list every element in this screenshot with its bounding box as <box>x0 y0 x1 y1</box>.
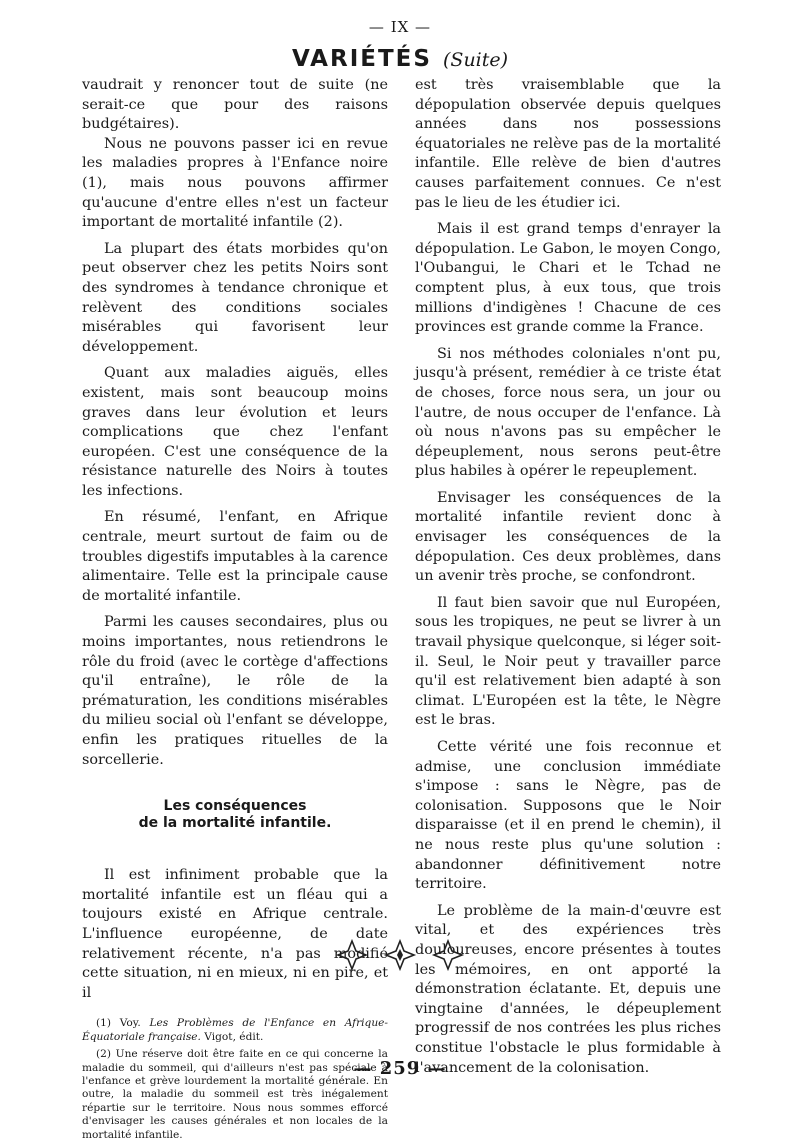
paragraph: Le problème de la main-d'œuvre est vital, et des expériences très douloureuses, encore présentes à toutes les mémoires, en ont apporté la démonstration éclatante. Et, depuis une vingtaine d'années, le dépeuplement progressif de nos contrées les plus riches constitue l'obstacle le plus formidable à l'avancement de la colonisation. <box>415 902 721 1076</box>
page-subtitle: (Suite) <box>443 49 509 71</box>
paragraph: Mais il est grand temps d'enrayer la dépopulation. Le Gabon, le moyen Congo, l'Oubangui, le Chari et le Tchad ne comptent plus, à eux tous, que trois millions d'indigènes ! Chacune de ces provinces est grande comme la France. <box>415 221 721 336</box>
paragraph: En résumé, l'enfant, en Afrique centrale, meurt surtout de faim ou de troubles digestifs imputables à la carence alimentaire. Telle est la principale cause de mortalité infantile. <box>82 509 388 604</box>
paragraph: est très vraisemblable que la dépopulation observée depuis quelques années dans nos possessions équatoriales ne relève pas de la mortalité infantile. Elle relève de bien d'autres causes parfaitement connues. Ce n'est pas le lieu de les étudier ici. <box>415 77 721 211</box>
paragraph: Si nos méthodes coloniales n'ont pu, jusqu'à présent, remédier à ce triste état de choses, force nous sera, un jour ou l'autre, de nous occuper de l'enfance. Là où nous n'avons pas su empêcher le dépeuplement, nous serons peut-être plus habiles à opérer le repeuplement. <box>415 345 721 480</box>
ornament-row <box>330 938 470 972</box>
paragraph: Il est infiniment probable que la mortalité infantile est un fléau qui a toujours existé en Afrique centrale. L'influence européenne, de date relativement récente, n'a pas modifié cette situation, ni en mieux, ni en pire, et il <box>82 867 388 1001</box>
folio: — IX — <box>368 18 432 36</box>
paragraph: Nous ne pouvons passer ici en revue les maladies propres à l'Enfance noire (1), mais nous pouvons affirmer qu'aucune d'entre elles n'est un facteur important de mortalité infantile (2). <box>82 135 388 231</box>
footnote-1 <box>82 1017 388 1044</box>
right-column <box>415 76 721 1078</box>
footnote-1-title: Les Problèmes de l'Enfance en Afrique-Équatoriale française. <box>82 1017 389 1043</box>
page-number: — 259 — <box>353 1058 447 1079</box>
four-point-star-icon <box>434 941 462 969</box>
section-heading <box>82 798 388 832</box>
four-point-star-icon <box>338 941 366 969</box>
paragraph: Parmi les causes secondaires, plus ou moins importantes, nous retiendrons le rôle du froid (avec le cortège d'affections qu'il entraîne), le rôle de la prématuration, les conditions misérables du milieu social où l'enfant se développe, enfin les pratiques rituelles de la sorcellerie. <box>82 614 388 768</box>
paragraph: Cette vérité une fois reconnue et admise, une conclusion immédiate s'impose : sans le Nègre, pas de colonisation. Supposons que le Noir disparaisse (et il en prend le chemin), il ne nous reste plus qu'une solution : abandonner définitivement notre territoire. <box>415 739 721 893</box>
running-title <box>0 46 800 72</box>
four-point-star-ornate-icon <box>386 941 414 969</box>
section-heading-line: de la mortalité infantile. <box>138 815 332 832</box>
paragraph: La plupart des états morbides qu'on peut observer chez les petits Noirs sont des syndromes à tendance chronique et relèvent des conditions sociales misérables qui favorisent leur développement. <box>82 240 388 355</box>
paragraph: Envisager les conséquences de la mortalité infantile revient donc à envisager les conséquences de la dépopulation. Ces deux problèmes, dans un avenir très proche, se confondront. <box>415 489 721 585</box>
footnote-2: (2) Une réserve doit être faite en ce qui concerne la maladie du sommeil, qui d'ailleurs n'est pas spéciale à l'enfance et grève lourdement la mortalité générale. En outre, la maladie du sommeil est très inégalement répartie sur le territoire. Nous nous sommes efforcé d'envisager les causes générales et non locales de la mortalité infantile. <box>82 1048 388 1141</box>
paragraph: Quant aux maladies aiguës, elles existent, mais sont beaucoup moins graves dans leur évolution et leurs complications que chez l'enfant européen. C'est une conséquence de la résistance naturelle des Noirs à toutes les infections. <box>82 365 388 499</box>
paragraph: Il faut bien savoir que nul Européen, sous les tropiques, ne peut se livrer à un travail physique quelconque, si léger soit-il. Seul, le Noir peut y travailler parce qu'il est relativement bien adapté à son climat. L'Européen est la tête, le Nègre est le bras. <box>415 594 721 729</box>
section-heading-line: Les conséquences <box>163 798 307 815</box>
page-title: VARIÉTÉS <box>291 46 432 72</box>
left-column <box>82 76 388 1142</box>
footnotes <box>82 1017 388 1142</box>
paragraph: vaudrait y renoncer tout de suite (ne serait-ce que pour des raisons budgétaires). <box>82 77 388 133</box>
footnote-1-suffix: Vigot, édit. <box>204 1030 264 1043</box>
footnote-1-prefix: (1) Voy. <box>96 1017 141 1030</box>
